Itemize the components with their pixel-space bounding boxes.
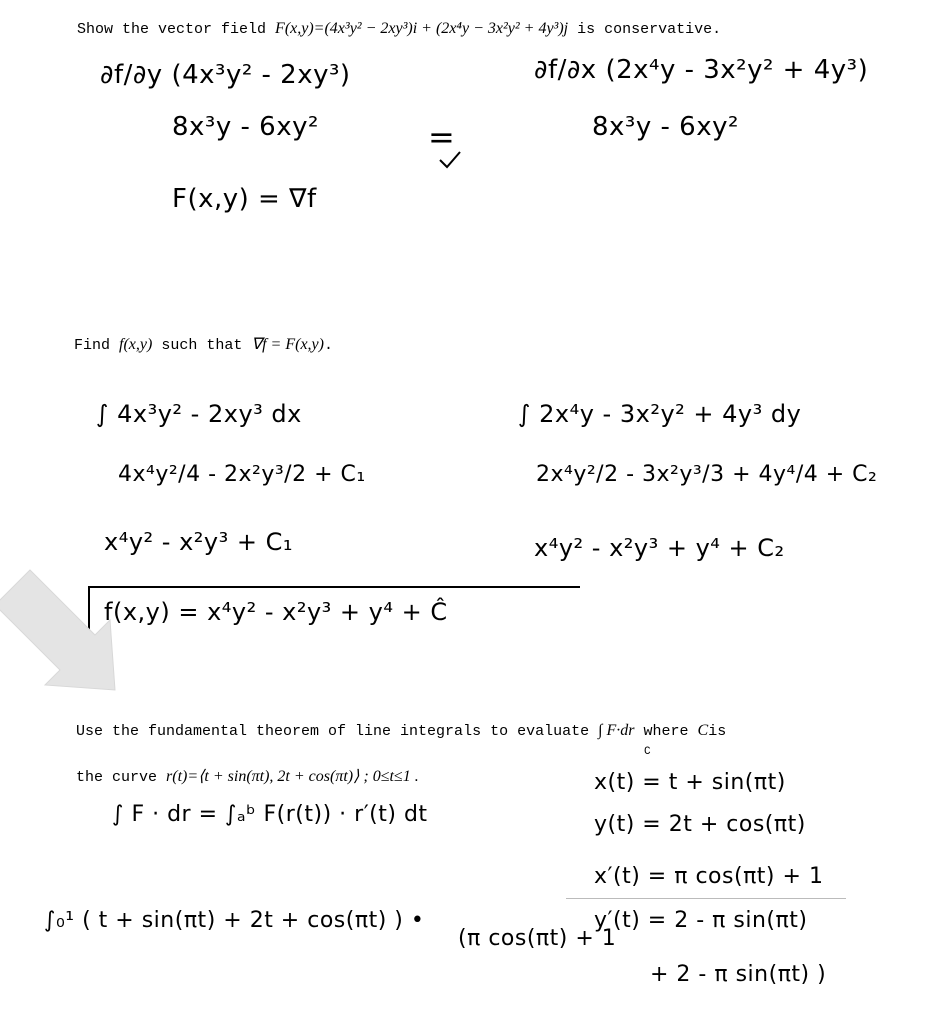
equality-check-mark: = [428,118,456,156]
problem3-prompt-prefix: Use the fundamental theorem of line integrals to evaluate [76,723,590,740]
arrow-icon [0,560,140,705]
integral-dx: ∫ 4x³y² - 2xy³ dx [96,400,302,428]
problem3-prompt-is: is [708,723,727,740]
problem1-prompt-math: F(x,y)=(4x³y² − 2xy³)i + (2x⁴y − 3x²y² + 4y³)j [275,20,569,37]
integral-dx-step: 4x⁴y²/4 - 2x²y³/2 + C₁ [118,462,366,487]
integral-dx-simplified: x⁴y² - x²y³ + C₁ [104,528,293,556]
problem3-prompt-line2 [76,766,419,786]
integral-dy-step: 2x⁴y²/2 - 3x²y³/3 + 4y⁴/4 + C₂ [536,462,878,487]
y-of-t: y(t) = 2t + cos(πt) [594,812,806,837]
line-integral-formula: ∫ F · dr = ∫ₐᵇ F(r(t)) · r′(t) dt [112,802,428,827]
final-integral-left: ∫₀¹ ( t + sin(πt) + 2t + cos(πt) ) • [44,908,425,933]
integral-dy-simplified: x⁴y² - x²y³ + y⁴ + C₂ [534,534,785,562]
final-integral-right-1: (π cos(πt) + 1 [458,926,617,951]
problem3-prompt-curve: the curve [76,769,158,786]
problem3-integral-subscript: C [644,746,651,758]
problem2-prompt-math2: ∇f = F(x,y) [251,336,324,353]
problem3-curve-definition: r(t)=⟨t + sin(πt), 2t + cos(πt)⟩ ; 0≤t≤1 . [166,768,419,785]
y-prime-of-t: y′(t) = 2 - π sin(πt) [594,908,808,933]
final-integral-right-2: + 2 - π sin(πt) ) [650,962,827,987]
problem2-prompt-middle: such that [161,337,243,354]
partial-x-result: 8x³y - 6xy² [592,112,739,142]
problem3-prompt-var-c: C [697,722,709,739]
problem2-prompt-suffix: . [323,337,333,354]
problem3-prompt-where: where [643,723,689,740]
divider-line [566,898,846,899]
partial-y-result: 8x³y - 6xy² [172,112,319,142]
potential-function-answer: f(x,y) = x⁴y² - x²y³ + y⁴ + Ĉ [104,598,448,626]
problem2-prompt-math1: f(x,y) [119,336,153,353]
problem2-prompt [74,334,333,354]
x-of-t: x(t) = t + sin(πt) [594,770,786,795]
gradient-statement: F(x,y) = ∇f [172,184,317,214]
problem2-prompt-prefix: Find [74,337,111,354]
checkmark-icon [438,150,458,166]
problem1-prompt-suffix: is conservative. [577,21,722,38]
x-prime-of-t: x′(t) = π cos(πt) + 1 [594,864,824,889]
integral-dy: ∫ 2x⁴y - 3x²y² + 4y³ dy [518,400,802,428]
partial-y-expression: ∂f/∂y (4x³y² - 2xy³) [100,60,351,90]
problem1-prompt-prefix: Show the vector field [77,21,267,38]
problem3-line-integral: ∫ F·dr [598,722,635,739]
problem3-prompt-line1 [76,722,726,740]
problem1-prompt [77,20,721,38]
partial-x-expression: ∂f/∂x (2x⁴y - 3x²y² + 4y³) [534,55,869,85]
